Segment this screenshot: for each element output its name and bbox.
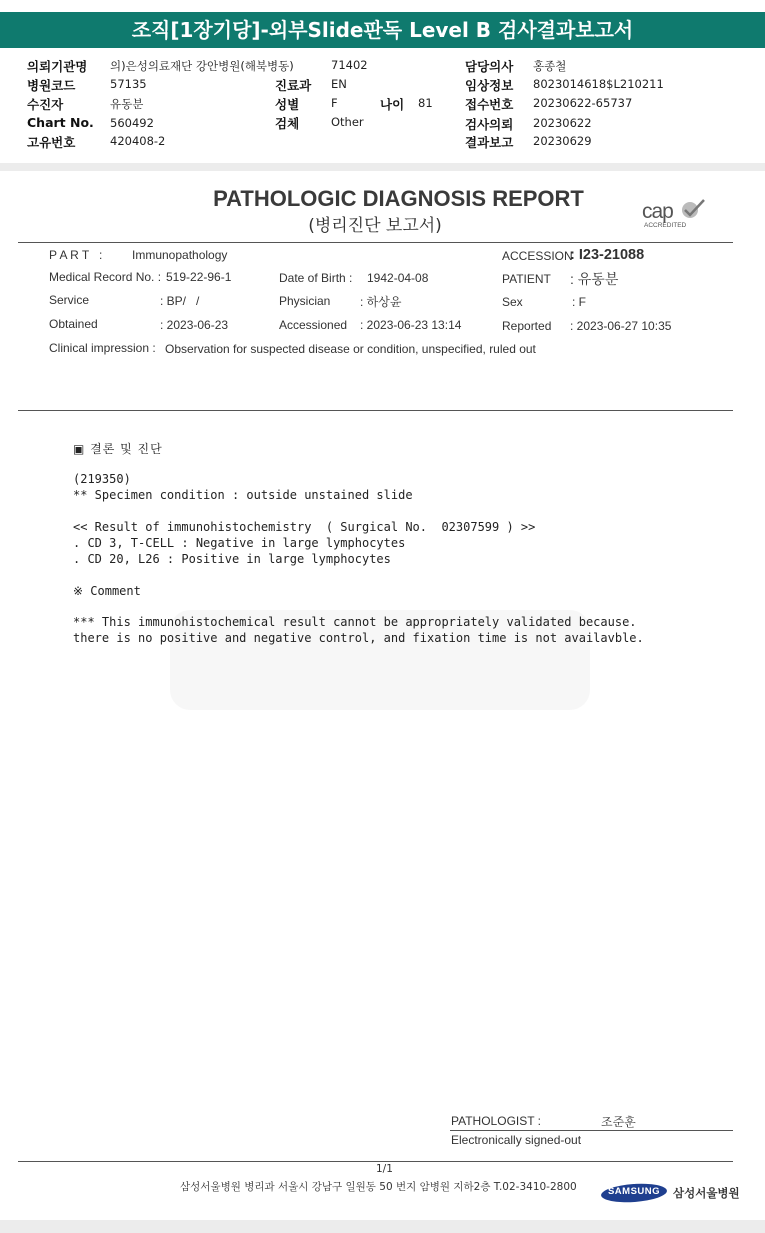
report-subtitle: (병리진단 보고서) <box>308 216 442 236</box>
label-chart-no: Chart No. <box>27 115 94 130</box>
header-separator <box>0 163 765 171</box>
label-patient-name: PATIENT <box>502 272 551 286</box>
value-hospital-code: 57135 <box>110 77 147 91</box>
value-age: 81 <box>418 96 433 110</box>
value-clinical-info: 8023014618$L210211 <box>533 77 664 91</box>
value-date-of-birth: 1942-04-08 <box>367 271 429 285</box>
label-unique-id: 고유번호 <box>27 135 76 150</box>
label-hospital-code: 병원코드 <box>27 78 76 93</box>
value-accession: : I23-21088 <box>570 247 645 263</box>
value-part: Immunopathology <box>132 248 228 262</box>
value-institution-code: 71402 <box>331 58 368 72</box>
body-line-comment: ※ Comment <box>73 584 141 598</box>
value-result-report: 20230629 <box>533 134 592 148</box>
body-line-note-1: *** This immunohistochemical result cannot be appropriately validated because. <box>73 615 637 629</box>
label-patient: 수진자 <box>27 97 64 112</box>
report-title: PATHOLOGIC DIAGNOSIS REPORT <box>213 186 584 211</box>
cap-check-icon <box>680 198 706 222</box>
label-sex: 성별 <box>275 97 300 112</box>
value-specimen: Other <box>331 115 364 129</box>
value-accessioned: : 2023-06-23 13:14 <box>360 318 462 332</box>
label-result-report: 결과보고 <box>465 135 514 150</box>
value-reported: : 2023-06-27 10:35 <box>570 319 672 333</box>
label-specimen: 검체 <box>275 116 300 131</box>
label-clinical-impression: Clinical impression : <box>49 341 156 355</box>
value-department: EN <box>331 77 347 91</box>
page-number: 1/1 <box>376 1163 393 1175</box>
divider-footer <box>18 1161 733 1162</box>
report-banner-title: 조직[1장기당]-외부Slide판독 Level B 검사결과보고서 <box>0 12 765 48</box>
label-sex-info: Sex <box>502 295 523 309</box>
label-requesting-institution: 의뢰기관명 <box>27 59 88 74</box>
divider-info <box>18 410 733 411</box>
label-physician-in-charge: 담당의사 <box>465 59 514 74</box>
value-service: : BP/ / <box>160 294 200 308</box>
body-line-cd20: . CD 20, L26 : Positive in large lymphocytes <box>73 552 391 566</box>
body-line-ihc-title: << Result of immunohistochemistry ( Surgical No. 02307599 ) >> <box>73 520 536 534</box>
footer-address: 삼성서울병원 병리과 서울시 강남구 일원동 50 번지 암병원 지하2층 T.02-3410-2800 <box>180 1181 577 1193</box>
value-chart-no: 560492 <box>110 116 154 130</box>
value-unique-id: 420408-2 <box>110 134 166 148</box>
cap-accredited-logo <box>640 198 710 232</box>
label-service: Service <box>49 293 90 307</box>
value-sex: F <box>331 96 338 110</box>
value-patient: 유동분 <box>110 97 144 111</box>
label-physician: Physician <box>279 294 331 308</box>
label-date-of-birth: Date of Birth : <box>279 271 353 285</box>
label-age: 나이 <box>380 97 405 112</box>
value-clinical-impression: Observation for suspected disease or condition, unspecified, ruled out <box>165 342 536 356</box>
label-obtained: Obtained <box>49 317 98 331</box>
body-line-note-2: there is no positive and negative control, and fixation time is not availavble. <box>73 631 644 645</box>
value-receipt-no: 20230622-65737 <box>533 96 633 110</box>
label-receipt-no: 접수번호 <box>465 97 514 112</box>
section-heading-conclusion: ▣ 결론 및 진단 <box>73 442 163 456</box>
divider-top <box>18 242 733 243</box>
samsung-hospital-logo <box>600 1182 740 1204</box>
value-pathologist: 조준훈 <box>601 1115 636 1129</box>
cap-accredited-text: ACCREDITED <box>644 222 687 229</box>
value-physician-in-charge: 홍종철 <box>533 59 567 73</box>
label-pathologist: PATHOLOGIST : <box>451 1114 542 1128</box>
body-line-specimen: ** Specimen condition : outside unstained slide <box>73 488 413 502</box>
samsung-logo-text: SAMSUNG <box>607 1186 661 1197</box>
label-clinical-info: 임상정보 <box>465 78 514 93</box>
value-test-request: 20230622 <box>533 116 592 130</box>
value-medical-record-no: 519-22-96-1 <box>166 270 232 284</box>
value-obtained: : 2023-06-23 <box>160 318 229 332</box>
signature-line <box>450 1130 733 1131</box>
label-accessioned: Accessioned <box>279 318 348 332</box>
label-test-request: 검사의뢰 <box>465 117 514 132</box>
value-patient-name: : 유동분 <box>570 271 619 287</box>
label-department: 진료과 <box>275 78 312 93</box>
value-requesting-institution: 의)은성의료재단 강안병원(해북병동) <box>110 59 294 73</box>
label-part: P A R T : <box>49 248 103 262</box>
value-physician: : 하상윤 <box>360 295 402 309</box>
label-medical-record-no: Medical Record No. : <box>49 270 162 284</box>
cap-logo-text: cap <box>642 200 673 223</box>
body-line-code: (219350) <box>73 472 131 486</box>
label-accession: ACCESSION <box>502 249 573 263</box>
body-line-cd3: . CD 3, T-CELL : Negative in large lymphocytes <box>73 536 406 550</box>
value-sex-info: : F <box>572 295 586 309</box>
signed-status: Electronically signed-out <box>451 1133 582 1147</box>
page-bottom-bar <box>0 1220 765 1233</box>
samsung-hospital-name: 삼성서울병원 <box>673 1186 740 1200</box>
label-reported: Reported <box>502 319 552 333</box>
